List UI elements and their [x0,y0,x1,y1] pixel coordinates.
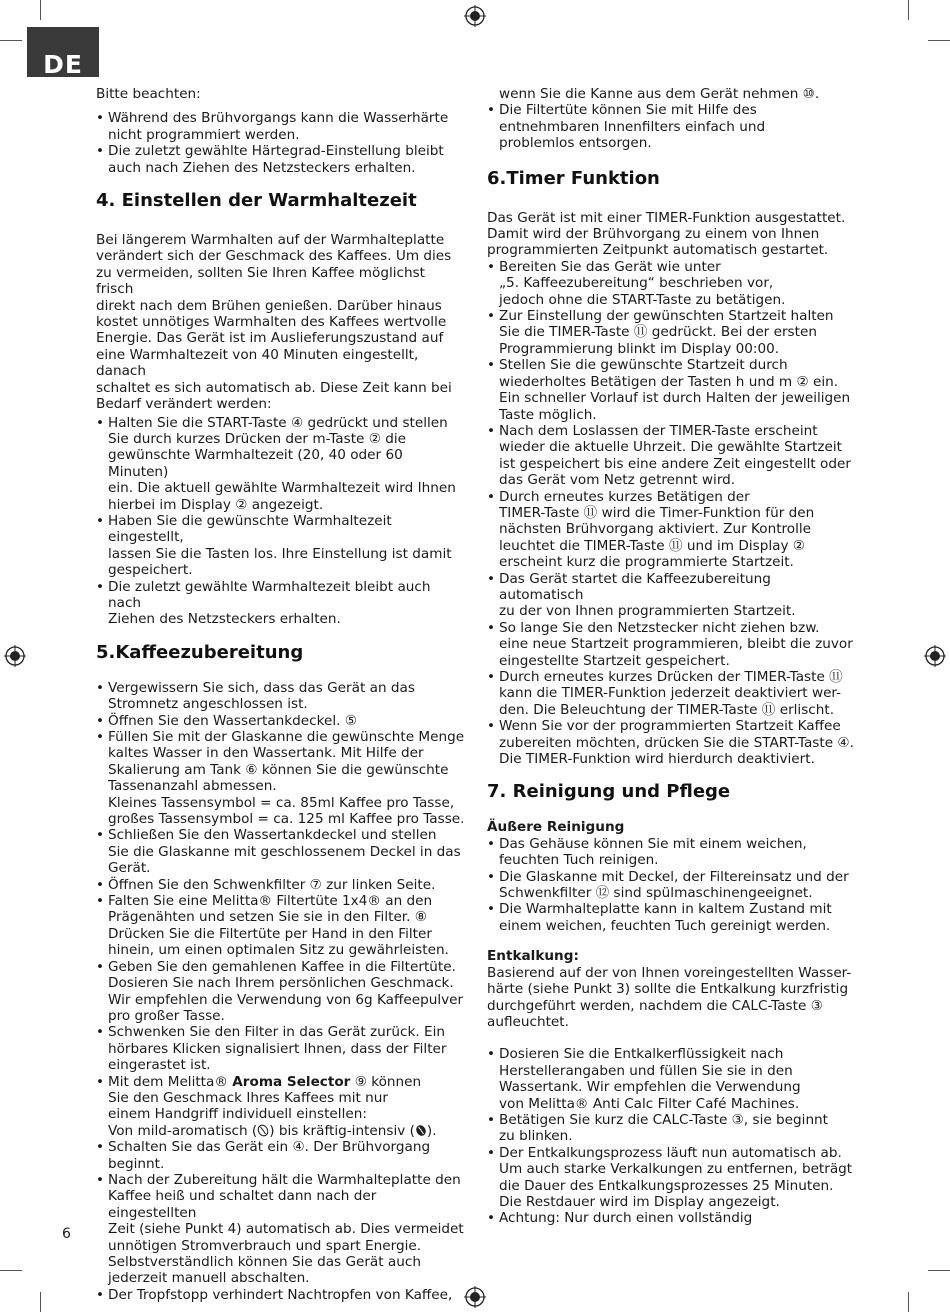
list-item: • Füllen Sie mit der Glaskanne die gewünschte Menge kaltes Wasser in den Wassertank. Mit Hilfe der Skalierung am Tank ⑥ können Sie die gewünschte Tassenanzahl abmessen. Kleines Tassensymbol = ca. 85ml Kaffee pro Tasse, großes Tassensymbol = ca. 125 ml Kaffee pro Tasse. [96,729,466,827]
list-item: • Geben Sie den gemahlenen Kaffee in die Filtertüte. Dosieren Sie nach Ihrem persönlichen Geschmack. Wir empfehlen die Verwendung von 6g Kaffeepulver pro großer Tasse. [96,959,466,1025]
list-item: • Betätigen Sie kurz die CALC-Taste ③, sie beginnt zu blinken. [487,1112,859,1145]
aroma-selector-label: Aroma Selector [232,1073,351,1090]
list-item: • Die zuletzt gewählte Härtegrad-Einstellung bleibt auch nach Ziehen des Netzsteckers erhalten. [96,143,466,176]
list-item: • Der Entkalkungsprozess läuft nun automatisch ab. Um auch starke Verkalkungen zu entfernen, beträgt die Dauer des Entkalkungsprozesses 25 Minuten. Die Restdauer wird im Display angezeigt. [487,1145,859,1211]
section-5-title: 5.Kaffeezubereitung [96,641,304,663]
left-column [96,86,466,1303]
crop-mark-bottom-right-v [908,1292,909,1312]
list-item: • Achtung: Nur durch einen vollständig [487,1210,859,1226]
list-item: • Die Warmhalteplatte kann in kaltem Zustand mit einem weichen, feuchten Tuch gereinigt werden. [487,901,859,934]
list-item: • So lange Sie den Netzstecker nicht ziehen bzw. eine neue Startzeit programmieren, bleibt die zuvor eingestellte Startzeit gespeichert. [487,620,859,669]
list-item: • Stellen Sie die gewünschte Startzeit durch wiederholtes Betätigen der Tasten h und m ② ein. Ein schneller Vorlauf ist durch Halten der jeweiligen Taste möglich. [487,357,859,423]
crop-mark-top-left-h [0,40,22,41]
aroma-end-text: ). [426,1122,437,1139]
registration-mark-top-icon [464,5,486,27]
registration-mark-right-icon [924,645,946,667]
list-item: • Schwenken Sie den Filter in das Gerät zurück. Ein hörbares Klicken signalisiert Ihnen, dass der Filter eingerastet ist. [96,1024,466,1073]
list-item-aroma-selector [96,1074,466,1140]
list-item: • Durch erneutes kurzes Betätigen der TIMER-Taste ⑪ wird die Timer-Funktion für den nächsten Brühvorgang aktiviert. Zur Kontrolle leuchtet die TIMER-Taste ⑪ und im Display ② erscheint kurz die programmierte Startzeit. [487,489,859,571]
language-badge [27,27,99,77]
aroma-mid-text: ) bis kräftig-intensiv ( [269,1122,415,1139]
external-cleaning-list [487,836,859,934]
continued-list [487,102,859,151]
list-item: • Nach dem Loslassen der TIMER-Taste erscheint wieder die aktuelle Uhrzeit. Die gewählte Startzeit ist gespeichert bis eine andere Zeit eingestellt oder das Gerät vom Netz getrennt wird. [487,423,859,489]
list-item: • Das Gehäuse können Sie mit einem weichen, feuchten Tuch reinigen. [487,836,859,869]
crop-mark-top-right-v [908,0,909,20]
list-item: • Die Filtertüte können Sie mit Hilfe des entnehmbaren Innenfilters einfach und problemlos entsorgen. [487,102,859,151]
descaling-list [487,1046,859,1226]
intro-heading: Bitte beachten: [96,86,201,102]
section-5-list [96,680,466,1303]
crop-mark-top-left-v [40,0,41,20]
list-item: • Bereiten Sie das Gerät wie unter „5. Kaffeezubereitung“ beschrieben vor, jedoch ohne die START-Taste zu betätigen. [487,259,859,308]
crop-mark-bottom-left-h [0,1270,22,1271]
list-item: • Öffnen Sie den Wassertankdeckel. ⑤ [96,713,466,729]
list-item: • Schalten Sie das Gerät ein ④. Der Brühvorgang beginnt. [96,1139,466,1172]
list-item: • Vergewissern Sie sich, dass das Gerät an das Stromnetz angeschlossen ist. [96,680,466,713]
descaling-heading: Entkalkung: [487,948,579,965]
mild-bean-icon [257,1124,269,1137]
registration-mark-bottom-icon [464,1286,486,1308]
registration-mark-left-icon [4,645,26,667]
list-item: • Der Tropfstopp verhindert Nachtropfen von Kaffee, [96,1287,466,1303]
list-item: • Schließen Sie den Wassertankdeckel und stellen Sie die Glaskanne mit geschlossenem Deckel in das Gerät. [96,827,466,876]
right-column [487,86,859,1227]
crop-mark-bottom-right-h [928,1270,950,1271]
list-item: • Die zuletzt gewählte Warmhaltezeit bleibt auch nach Ziehen des Netzsteckers erhalten. [96,579,466,628]
list-item: • Haben Sie die gewünschte Warmhaltezeit eingestellt, lassen Sie die Tasten los. Ihre Einstellung ist damit gespeichert. [96,513,466,579]
strong-bean-icon [415,1124,427,1137]
list-item: • Nach der Zubereitung hält die Warmhalteplatte den Kaffee heiß und schaltet dann nach der eingestellten Zeit (siehe Punkt 4) automatisch ab. Dies vermeidet unnötigen Stromverbrauch und spart Energie. Selbstverständlich können Sie das Gerät auch jederzeit manuell abschalten. [96,1172,466,1287]
section-6-list [487,259,859,768]
list-item: • Die Glaskanne mit Deckel, der Filtereinsatz und der Schwenkfilter ⑫ sind spülmaschinengeeignet. [487,869,859,902]
section-4-list [96,415,466,628]
section-4-paragraph: Bei längerem Warmhalten auf der Warmhalteplatte verändert sich der Geschmack des Kaffees. Um dies zu vermeiden, sollten Sie Ihren Kaffee möglichst frisch direkt nach dem Brühen genießen. Darüber hinaus kostet unnötiges Warmhalten des Kaffees wertvolle Energie. Das Gerät ist im Auslieferungszustand auf eine Warmhaltezeit von 40 Minuten eingestellt, danach schaltet es sich automatisch ab. Diese Zeit kann bei Bedarf verändert werden: [96,232,452,413]
list-item: • Öffnen Sie den Schwenkfilter ⑦ zur linken Seite. [96,877,466,893]
language-badge-label: DE [43,50,83,79]
section-4-title: 4. Einstellen der Warmhaltezeit [96,190,417,212]
list-item: • Zur Einstellung der gewünschten Startzeit halten Sie die TIMER-Taste ⑪ gedrückt. Bei der ersten Programmierung blinkt im Display 00:00. [487,308,859,357]
page-number: 6 [62,1226,71,1242]
crop-mark-top-right-h [928,40,950,41]
section-7-title: 7. Reinigung und Pflege [487,781,731,803]
crop-mark-bottom-left-v [40,1292,41,1312]
intro-list [96,110,466,176]
aroma-prefix-text: Mit dem Melitta® [108,1073,233,1090]
list-item: • Durch erneutes kurzes Drücken der TIMER-Taste ⑪ kann die TIMER-Funktion jederzeit deaktiviert wer- den. Die Beleuchtung der TIMER-Taste ⑪ erlischt. [487,669,859,718]
aroma-rest-text: ⑨ können Sie den Geschmack Ihres Kaffees mit nur einem Handgriff individuell einstellen: Von mild-aromatisch ( [108,1073,422,1139]
section-6-paragraph: Das Gerät ist mit einer TIMER-Funktion ausgestattet. Damit wird der Brühvorgang zu einem von Ihnen programmierten Zeitpunkt automatisch gestartet. [487,209,846,259]
list-item: • Wenn Sie vor der programmierten Startzeit Kaffee zubereiten möchten, drücken Sie die START-Taste ④. Die TIMER-Funktion wird hierdurch deaktiviert. [487,718,859,767]
list-item: • Das Gerät startet die Kaffeezubereitung automatisch zu der von Ihnen programmierten Startzeit. [487,571,859,620]
external-cleaning-heading: Äußere Reinigung [487,819,625,836]
list-item: • Während des Brühvorgangs kann die Wasserhärte nicht programmiert werden. [96,110,466,143]
descaling-paragraph: Basierend auf der von Ihnen voreingestellten Wasser- härte (siehe Punkt 3) sollte die Entkalkung kurzfristig durchgeführt werden, nachdem die CALC-Taste ③ aufleuchtet. [487,964,852,1030]
list-item: • Falten Sie eine Melitta® Filtertüte 1x4® an den Prägenähten und setzen Sie sie in den Filter. ⑧ Drücken Sie die Filtertüte per Hand in den Filter hinein, um einen optimalen Sitz zu gewährleisten. [96,893,466,959]
continued-line: wenn Sie die Kanne aus dem Gerät nehmen ⑩. [499,86,820,102]
list-item: • Halten Sie die START-Taste ④ gedrückt und stellen Sie durch kurzes Drücken der m-Taste ② die gewünschte Warmhaltezeit (20, 40 oder 60 Minuten) ein. Die aktuell gewählte Warmhaltezeit wird Ihnen hierbei im Display ② angezeigt. [96,415,466,513]
section-6-title: 6.Timer Funktion [487,167,660,189]
list-item: • Dosieren Sie die Entkalkerflüssigkeit nach Herstellerangaben und füllen Sie sie in den Wassertank. Wir empfehlen die Verwendung von Melitta® Anti Calc Filter Café Machines. [487,1046,859,1112]
